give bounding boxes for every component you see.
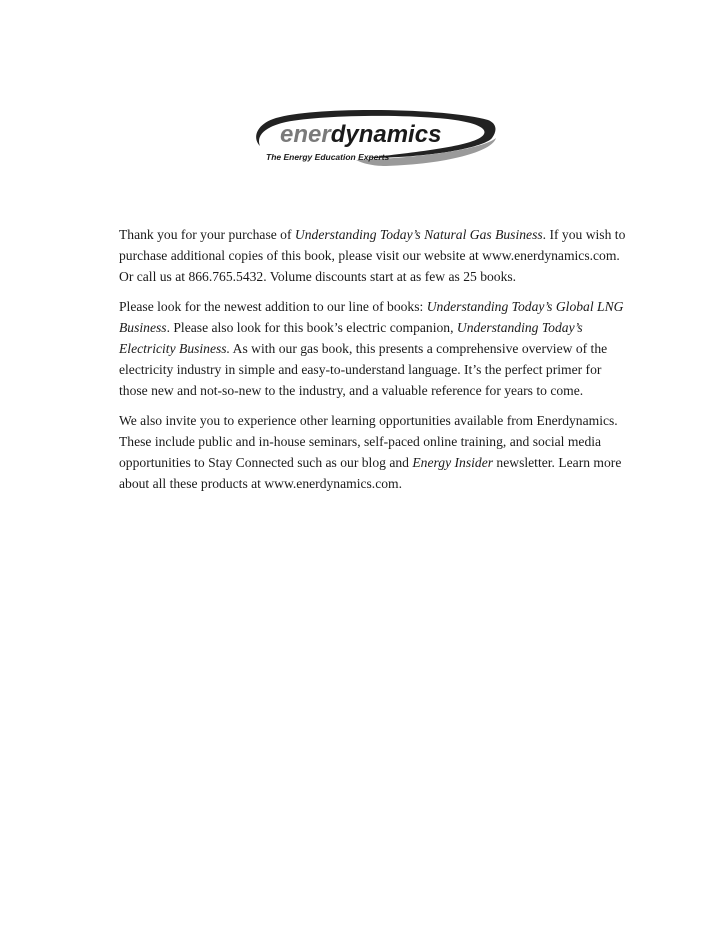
p2-book-title-lng: Understanding Today’s Global LNG Business [119,299,624,335]
p3-text-1: We also invite you to experience other learning opportunities available from Enerdynamics. These include public and in-house seminars, self-paced online training, and social media opportunities to Stay Connected such as our blog and [119,413,618,470]
logo-word-suffix: dynamics [330,121,442,148]
letter-body [119,224,629,503]
p2-text-1: Please look for the newest addition to our line of books: [119,299,427,314]
logo-word-prefix: ener [280,121,331,148]
p3-text-2: newsletter. Learn more about all these products at www.enerdynamics.com. [119,455,622,491]
enerdynamics-logo [246,108,506,178]
p2-text-2: . Please also look for this book’s electric companion, [166,320,457,335]
paragraph-purchase-thanks [119,224,629,287]
p1-text-1: Thank you for your purchase of [119,227,295,242]
p2-book-title-electricity: Understanding Today’s Electricity Business. [119,320,583,356]
p1-book-title: Understanding Today’s Natural Gas Business [294,227,543,242]
logo-tagline: The Energy Education Experts [266,152,390,162]
p3-newsletter-title: Energy Insider [412,455,494,470]
logo-graphic [246,108,506,178]
p2-text-3: As with our gas book, this presents a comprehensive overview of the electricity industry in simple and easy-to-understand language. It’s the perfect primer for those new and not-so-new to the industry, and a valuable reference for years to come. [119,341,608,398]
logo-wordmark [280,121,441,148]
p1-text-2: . If you wish to purchase additional copies of this book, please visit our website at www.enerdynamics.com. Or call us at 866.765.5432. Volume discounts start at as few as 25 books. [119,227,626,284]
paragraph-new-books [119,296,629,401]
paragraph-learning-opportunities [119,410,629,494]
